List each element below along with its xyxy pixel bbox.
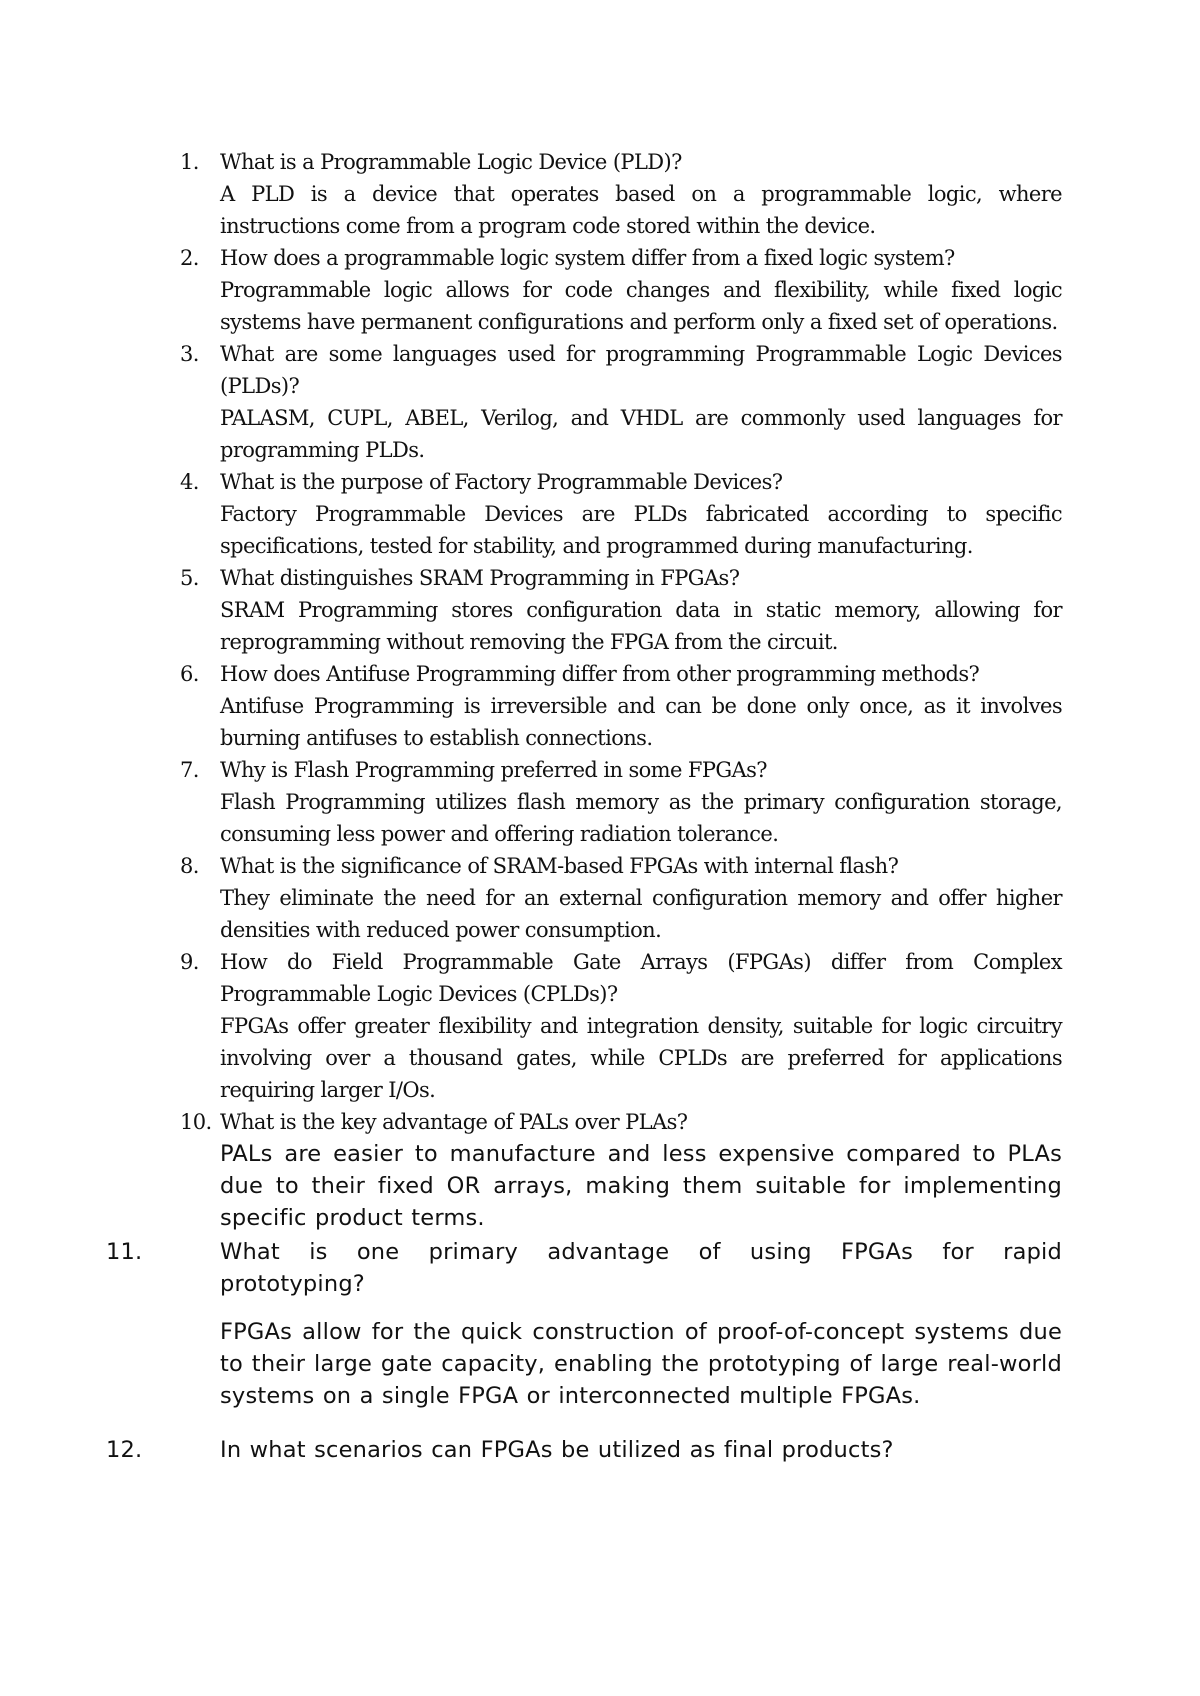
answer-text: SRAM Programming stores configuration data in static memory, allowing for reprogramming without removing the FPGA from the circuit. [220, 598, 1062, 654]
question-text: What are some languages used for programming Programmable Logic Devices (PLDs)? [220, 342, 1062, 398]
list-item-5 [180, 562, 1062, 658]
question-text: How does Antifuse Programming differ from other programming methods? [220, 662, 980, 686]
list-item-4 [180, 466, 1062, 562]
item-number: 12. [106, 1437, 143, 1463]
list-item-12 [106, 1434, 1062, 1466]
item-number: 2. [180, 246, 199, 270]
answer-text: A PLD is a device that operates based on a programmable logic, where instructions come from a program code stored within the device. [220, 182, 1062, 238]
question-text: What is the key advantage of PALs over PLAs? [220, 1110, 688, 1134]
item-number: 5. [180, 566, 199, 590]
list-item-1 [180, 146, 1062, 242]
item-number: 11. [106, 1239, 143, 1265]
question-text: What distinguishes SRAM Programming in FPGAs? [220, 566, 740, 590]
item-number: 3. [180, 342, 199, 366]
list-item-3 [180, 338, 1062, 466]
answer-text: FPGAs offer greater flexibility and integration density, suitable for logic circuitry involving over a thousand gates, while CPLDs are preferred for applications requiring larger I/Os. [220, 1014, 1062, 1102]
item-number: 8. [180, 854, 199, 878]
item-number: 10. [180, 1110, 212, 1134]
item-number: 7. [180, 758, 199, 782]
answer-text: Flash Programming utilizes flash memory as the primary configuration storage, consuming less power and offering radiation tolerance. [220, 790, 1062, 846]
answer-text: PALs are easier to manufacture and less expensive compared to PLAs due to their fixed OR arrays, making them suitable for implementing specific product terms. [220, 1141, 1062, 1231]
item-number: 6. [180, 662, 199, 686]
list-item-2 [180, 242, 1062, 338]
item-number: 4. [180, 470, 199, 494]
item-number: 9. [180, 950, 199, 974]
question-text: Why is Flash Programming preferred in some FPGAs? [220, 758, 767, 782]
list-item-10 [180, 1106, 1062, 1234]
question-text: In what scenarios can FPGAs be utilized as final products? [220, 1437, 894, 1463]
list-item-8 [180, 850, 1062, 946]
answer-text: PALASM, CUPL, ABEL, Verilog, and VHDL are commonly used languages for programming PLDs. [220, 406, 1062, 462]
item-number: 1. [180, 150, 199, 174]
answer-text: FPGAs allow for the quick construction of proof-of-concept systems due to their large gate capacity, enabling the prototyping of large real-world systems on a single FPGA or interconnected multiple FPGAs. [220, 1319, 1062, 1409]
list-item-7 [180, 754, 1062, 850]
answer-text: Antifuse Programming is irreversible and can be done only once, as it involves burning antifuses to establish connections. [220, 694, 1062, 750]
question-list [106, 146, 1062, 1466]
question-text: How does a programmable logic system differ from a fixed logic system? [220, 246, 955, 270]
list-item-9 [180, 946, 1062, 1106]
question-text: How do Field Programmable Gate Arrays (FPGAs) differ from Complex Programmable Logic Devices (CPLDs)? [220, 950, 1062, 1006]
question-text: What is the purpose of Factory Programmable Devices? [220, 470, 783, 494]
list-item-6 [180, 658, 1062, 754]
answer-text: They eliminate the need for an external configuration memory and offer higher densities with reduced power consumption. [220, 886, 1062, 942]
answer-text: Factory Programmable Devices are PLDs fabricated according to specific specifications, tested for stability, and programmed during manufacturing. [220, 502, 1062, 558]
list-item-11 [106, 1236, 1062, 1412]
question-text: What is one primary advantage of using FPGAs for rapid prototyping? [220, 1239, 1062, 1297]
question-text: What is a Programmable Logic Device (PLD)? [220, 150, 682, 174]
question-text: What is the significance of SRAM-based FPGAs with internal flash? [220, 854, 899, 878]
answer-text: Programmable logic allows for code changes and flexibility, while fixed logic systems have permanent configurations and perform only a fixed set of operations. [220, 278, 1062, 334]
